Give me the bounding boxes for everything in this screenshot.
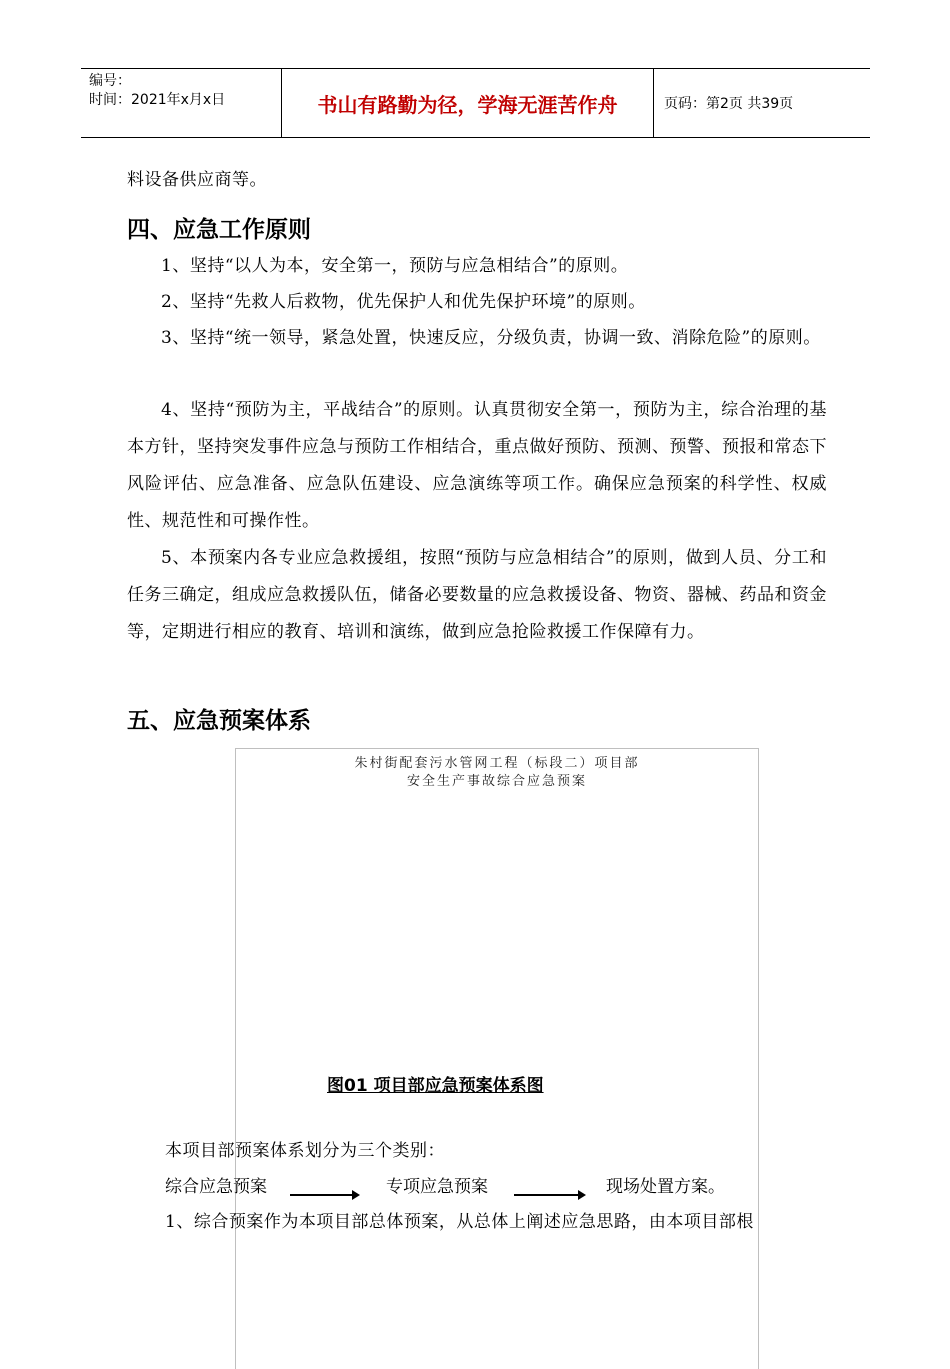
header-motto: 书山有路勤为径，学海无涯苦作舟 bbox=[282, 69, 654, 137]
header-page-info-cell bbox=[654, 69, 870, 137]
code-label: 编号： bbox=[89, 73, 131, 89]
section-4-title: 四、应急工作原则 bbox=[127, 217, 311, 243]
embedded-plan-frame bbox=[235, 748, 759, 1369]
page-info: 页码：第2页 共39页 bbox=[664, 96, 794, 112]
plan-description-1: 1、综合预案作为本项目部总体预案，从总体上阐述应急思路，由本项目部根 bbox=[165, 1212, 754, 1232]
flow-step-onsite: 现场处置方案。 bbox=[606, 1177, 725, 1197]
principle-1: 1、坚持“以人为本，安全第一，预防与应急相结合”的原则。 bbox=[161, 256, 629, 276]
frame-title-plan: 安全生产事故综合应急预案 bbox=[406, 774, 587, 789]
flow-arrow-2 bbox=[514, 1194, 584, 1196]
header-meta-cell bbox=[81, 69, 282, 137]
section-5-title: 五、应急预案体系 bbox=[127, 708, 311, 734]
flow-arrow-1 bbox=[290, 1194, 358, 1196]
classification-intro: 本项目部预案体系划分为三个类别： bbox=[165, 1141, 445, 1161]
principle-5: 5、本预案内各专业应急救援组，按照“预防与应急相结合”的原则，做到人员、分工和任务三确定，组成应急救援队伍，储备必要数量的应急救援设备、物资、器械、药品和资金等，定期进行相应的教育、培训和演练，做到应急抢险救援工作保障有力。 bbox=[127, 548, 827, 642]
frame-title-project: 朱村街配套污水管网工程（标段二）项目部 bbox=[354, 756, 640, 771]
figure-caption: 图01 项目部应急预案体系图 bbox=[327, 1076, 544, 1096]
flow-step-comprehensive: 综合应急预案 bbox=[165, 1177, 267, 1197]
principle-2: 2、坚持“先救人后救物，优先保护人和优先保护环境”的原则。 bbox=[161, 292, 646, 312]
page-header bbox=[81, 68, 870, 138]
continued-line: 料设备供应商等。 bbox=[127, 170, 267, 190]
principle-3: 3、坚持“统一领导，紧急处置，快速反应，分级负责，协调一致、消除危险”的原则。 bbox=[161, 328, 821, 348]
principle-4: 4、坚持“预防为主，平战结合”的原则。认真贯彻安全第一，预防为主，综合治理的基本方针，坚持突发事件应急与预防工作相结合，重点做好预防、预测、预警、预报和常态下风险评估、应急准备、应急队伍建设、应急演练等项工作。确保应急预案的科学性、权威性、规范性和可操作性。 bbox=[127, 400, 827, 531]
time-label: 时间：2021年x月x日 bbox=[89, 92, 226, 108]
flow-step-special: 专项应急预案 bbox=[386, 1177, 488, 1197]
